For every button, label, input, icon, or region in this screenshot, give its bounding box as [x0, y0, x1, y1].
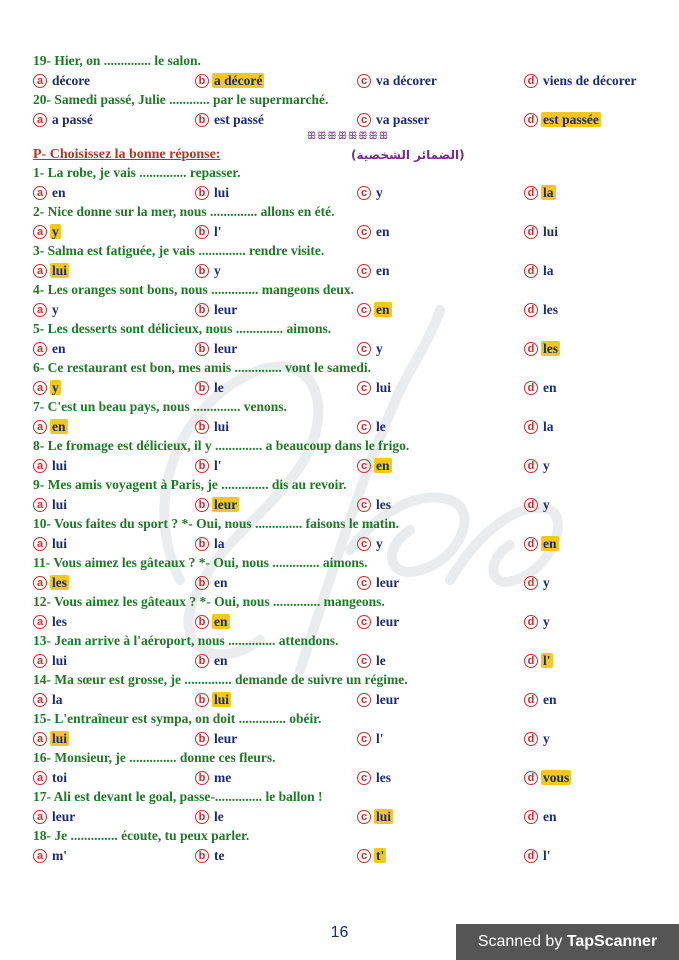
options-row [33, 339, 663, 359]
option-a [33, 340, 68, 358]
option-letter-circle: c [357, 420, 371, 434]
question-text: 1- La robe, je vais .............. repasser. [33, 165, 241, 180]
option-a [33, 808, 77, 826]
option-letter-circle: d [524, 537, 538, 551]
option-c [357, 223, 392, 241]
option-letter-circle: a [33, 498, 47, 512]
option-text: y [543, 497, 550, 513]
option-letter-circle: a [33, 732, 47, 746]
option-a [33, 111, 95, 129]
option-letter-circle: d [524, 576, 538, 590]
option-letter-circle: c [357, 381, 371, 395]
highlighted-answer: est passée [543, 112, 599, 128]
options-row [33, 378, 663, 398]
highlighted-answer: en [376, 458, 390, 474]
option-c [357, 72, 439, 90]
option-b [195, 691, 231, 709]
option-text: te [214, 848, 225, 864]
option-letter-circle: d [524, 225, 538, 239]
option-text: le [214, 809, 224, 825]
option-c [357, 111, 432, 129]
option-text: la [543, 263, 554, 279]
option-text: me [214, 770, 232, 786]
option-b [195, 613, 230, 631]
section-arabic-subtitle: (الضمائر الشخصية) [351, 148, 465, 162]
option-letter-circle: b [195, 849, 209, 863]
option-text: a passé [52, 112, 93, 128]
options-row [33, 690, 663, 710]
option-letter-circle: b [195, 810, 209, 824]
option-c [357, 379, 393, 397]
option-text: va décorer [376, 73, 437, 89]
option-d [524, 730, 552, 748]
option-text: y [543, 458, 550, 474]
option-letter-circle: d [524, 264, 538, 278]
highlighted-answer: en [214, 614, 228, 630]
option-letter-circle: d [524, 459, 538, 473]
option-b [195, 457, 224, 475]
highlighted-answer: en [543, 536, 557, 552]
option-c [357, 808, 393, 826]
option-letter-circle: c [357, 74, 371, 88]
option-text: y [52, 302, 59, 318]
option-text: lui [214, 419, 230, 435]
option-text: y [214, 263, 221, 279]
option-a [33, 730, 69, 748]
highlighted-answer: t' [376, 848, 385, 864]
option-c [357, 301, 392, 319]
option-letter-circle: d [524, 303, 538, 317]
option-letter-circle: c [357, 732, 371, 746]
options-row [33, 612, 663, 632]
question-text: 16- Monsieur, je .............. donne ces fleurs. [33, 750, 276, 765]
option-d [524, 262, 556, 280]
options-row [33, 300, 663, 320]
option-a [33, 223, 61, 241]
option-c [357, 535, 385, 553]
option-text: leur [214, 731, 238, 747]
option-c [357, 496, 393, 514]
option-b [195, 379, 226, 397]
options-row [33, 729, 663, 749]
option-letter-circle: d [524, 693, 538, 707]
option-a [33, 72, 92, 90]
option-letter-circle: c [357, 225, 371, 239]
option-text: en [543, 380, 557, 396]
option-letter-circle: c [357, 537, 371, 551]
option-letter-circle: c [357, 810, 371, 824]
option-letter-circle: a [33, 342, 47, 356]
options-row [33, 71, 663, 91]
option-a [33, 691, 65, 709]
option-letter-circle: c [357, 186, 371, 200]
option-a [33, 184, 68, 202]
options-row [33, 807, 663, 827]
option-text: est passé [214, 112, 264, 128]
option-letter-circle: b [195, 74, 209, 88]
option-b [195, 808, 226, 826]
highlighted-answer: les [543, 341, 558, 357]
question-text: 12- Vous aimez les gâteaux ? *- Oui, nous .............. mangeons. [33, 594, 385, 609]
option-letter-circle: b [195, 303, 209, 317]
option-letter-circle: b [195, 498, 209, 512]
option-text: le [376, 419, 386, 435]
option-letter-circle: d [524, 113, 538, 127]
option-d [524, 691, 559, 709]
scanner-badge [456, 924, 679, 960]
option-text: lui [376, 380, 392, 396]
option-letter-circle: d [524, 810, 538, 824]
option-text: décore [52, 73, 90, 89]
options-row [33, 183, 663, 203]
option-letter-circle: a [33, 459, 47, 473]
question-text: 6- Ce restaurant est bon, mes amis .............. vont le samedi. [33, 360, 371, 375]
option-letter-circle: d [524, 732, 538, 746]
option-a [33, 574, 69, 592]
option-text: y [543, 575, 550, 591]
option-letter-circle: b [195, 420, 209, 434]
question-text: 8- Le fromage est délicieux, il y .............. a beaucoup dans le frigo. [33, 438, 410, 453]
section-separator [33, 128, 663, 145]
option-text: lui [214, 185, 230, 201]
option-letter-circle: d [524, 771, 538, 785]
option-d [524, 72, 638, 90]
highlighted-answer: vous [543, 770, 570, 786]
option-letter-circle: b [195, 113, 209, 127]
highlighted-answer: lui [376, 809, 392, 825]
option-d [524, 613, 552, 631]
option-letter-circle: c [357, 459, 371, 473]
option-letter-circle: a [33, 186, 47, 200]
option-c [357, 691, 401, 709]
option-text: leur [214, 341, 238, 357]
option-letter-circle: a [33, 420, 47, 434]
option-b [195, 535, 227, 553]
option-letter-circle: d [524, 186, 538, 200]
option-text: y [376, 536, 383, 552]
highlighted-answer: la [543, 185, 554, 201]
option-letter-circle: a [33, 615, 47, 629]
option-a [33, 301, 61, 319]
option-c [357, 613, 401, 631]
scanner-brand: TapScanner [566, 933, 658, 950]
option-a [33, 418, 68, 436]
option-letter-circle: d [524, 615, 538, 629]
option-letter-circle: b [195, 264, 209, 278]
option-a [33, 262, 69, 280]
option-text: les [376, 497, 391, 513]
option-letter-circle: c [357, 771, 371, 785]
option-text: l' [214, 458, 222, 474]
option-d [524, 418, 556, 436]
option-text: y [376, 341, 383, 357]
option-text: leur [214, 302, 238, 318]
option-d [524, 301, 560, 319]
question-text: 15- L'entraîneur est sympa, on doit .............. obéir. [33, 711, 322, 726]
option-letter-circle: c [357, 576, 371, 590]
options-row [33, 261, 663, 281]
option-b [195, 72, 264, 90]
option-letter-circle: a [33, 810, 47, 824]
highlighted-answer: lui [52, 731, 68, 747]
option-letter-circle: c [357, 654, 371, 668]
option-text: leur [376, 575, 400, 591]
option-b [195, 769, 233, 787]
option-a [33, 457, 69, 475]
question-text: 7- C'est un beau pays, nous .............. venons. [33, 399, 287, 414]
option-letter-circle: c [357, 615, 371, 629]
option-c [357, 184, 385, 202]
option-letter-circle: a [33, 537, 47, 551]
option-text: en [376, 224, 390, 240]
option-d [524, 808, 559, 826]
option-b [195, 847, 227, 865]
option-b [195, 223, 224, 241]
option-a [33, 613, 69, 631]
option-text: les [543, 302, 558, 318]
decorative-separator: ꕥꕥꕥꕥꕥꕥꕥꕥ [306, 131, 390, 142]
option-a [33, 379, 61, 397]
option-text: leur [376, 614, 400, 630]
option-letter-circle: b [195, 186, 209, 200]
option-letter-circle: a [33, 113, 47, 127]
section-title: P- Choisissez la bonne réponse: [33, 147, 221, 162]
option-text: les [52, 614, 67, 630]
options-row [33, 846, 663, 866]
option-letter-circle: d [524, 342, 538, 356]
option-letter-circle: a [33, 771, 47, 785]
option-letter-circle: d [524, 498, 538, 512]
option-letter-circle: a [33, 225, 47, 239]
option-text: m' [52, 848, 67, 864]
option-a [33, 769, 69, 787]
option-letter-circle: c [357, 693, 371, 707]
options-row [33, 222, 663, 242]
option-b [195, 652, 230, 670]
highlighted-answer: lui [214, 692, 230, 708]
option-d [524, 652, 553, 670]
option-c [357, 769, 393, 787]
option-d [524, 457, 552, 475]
option-letter-circle: d [524, 381, 538, 395]
option-letter-circle: a [33, 74, 47, 88]
option-a [33, 847, 69, 865]
option-letter-circle: a [33, 693, 47, 707]
option-text: lui [52, 653, 68, 669]
question-text: 13- Jean arrive à l'aéroport, nous .............. attendons. [33, 633, 339, 648]
option-a [33, 496, 69, 514]
option-d [524, 496, 552, 514]
option-d [524, 535, 559, 553]
question-text: 18- Je .............. écoute, tu peux parler. [33, 828, 250, 843]
option-d [524, 379, 559, 397]
option-d [524, 223, 560, 241]
option-letter-circle: c [357, 498, 371, 512]
question-text: 17- Ali est devant le goal, passe-.............. le ballon ! [33, 789, 323, 804]
option-d [524, 847, 553, 865]
highlighted-answer: lui [52, 263, 68, 279]
option-text: en [214, 653, 228, 669]
option-c [357, 847, 386, 865]
options-row [33, 573, 663, 593]
highlighted-answer: y [52, 224, 59, 240]
option-letter-circle: b [195, 381, 209, 395]
highlighted-answer: a décoré [214, 73, 263, 89]
option-text: leur [376, 692, 400, 708]
option-text: la [52, 692, 63, 708]
option-letter-circle: b [195, 576, 209, 590]
option-letter-circle: b [195, 693, 209, 707]
option-text: les [376, 770, 391, 786]
option-b [195, 111, 266, 129]
question-list [33, 163, 663, 865]
option-d [524, 769, 571, 787]
option-c [357, 730, 386, 748]
question-text: 4- Les oranges sont bons, nous .............. mangeons deux. [33, 282, 355, 297]
options-row [33, 495, 663, 515]
options-row [33, 456, 663, 476]
option-text: en [376, 263, 390, 279]
option-letter-circle: a [33, 849, 47, 863]
option-letter-circle: b [195, 459, 209, 473]
option-b [195, 496, 239, 514]
option-letter-circle: a [33, 381, 47, 395]
question-text: 3- Salma est fatiguée, je vais .............. rendre visite. [33, 243, 325, 258]
question-text: 11- Vous aimez les gâteaux ? *- Oui, nous .............. aimons. [33, 555, 368, 570]
option-text: l' [376, 731, 384, 747]
option-text: l' [543, 848, 551, 864]
option-c [357, 457, 392, 475]
option-letter-circle: b [195, 615, 209, 629]
question-text: 5- Les desserts sont délicieux, nous .............. aimons. [33, 321, 332, 336]
option-letter-circle: b [195, 654, 209, 668]
option-d [524, 574, 552, 592]
option-b [195, 184, 231, 202]
option-text: le [214, 380, 224, 396]
option-text: lui [543, 224, 559, 240]
highlighted-answer: en [52, 419, 66, 435]
highlighted-answer: en [376, 302, 390, 318]
option-text: y [376, 185, 383, 201]
option-letter-circle: c [357, 342, 371, 356]
option-d [524, 184, 556, 202]
question-text: 20- Samedi passé, Julie ............ par le supermarché. [33, 92, 329, 107]
option-text: la [543, 419, 554, 435]
option-text: en [214, 575, 228, 591]
option-text: lui [52, 497, 68, 513]
option-text: l' [214, 224, 222, 240]
option-letter-circle: b [195, 771, 209, 785]
option-b [195, 574, 230, 592]
option-text: lui [52, 458, 68, 474]
option-letter-circle: c [357, 113, 371, 127]
option-letter-circle: d [524, 654, 538, 668]
option-text: en [543, 809, 557, 825]
option-letter-circle: b [195, 342, 209, 356]
question-text: 14- Ma sœur est grosse, je .............. demande de suivre un régime. [33, 672, 408, 687]
option-b [195, 262, 223, 280]
option-a [33, 652, 69, 670]
option-b [195, 340, 239, 358]
options-row [33, 417, 663, 437]
option-c [357, 574, 401, 592]
option-letter-circle: b [195, 225, 209, 239]
option-text: viens de décorer [543, 73, 637, 89]
options-row [33, 110, 663, 130]
option-letter-circle: b [195, 537, 209, 551]
highlighted-answer: l' [543, 653, 551, 669]
option-c [357, 652, 388, 670]
option-a [33, 535, 69, 553]
option-b [195, 730, 239, 748]
option-letter-circle: d [524, 849, 538, 863]
question-text: 9- Mes amis voyagent à Paris, je .............. dis au revoir. [33, 477, 347, 492]
option-letter-circle: a [33, 654, 47, 668]
option-letter-circle: a [33, 576, 47, 590]
option-text: y [543, 614, 550, 630]
option-text: en [52, 185, 66, 201]
options-row [33, 651, 663, 671]
option-text: lui [52, 536, 68, 552]
option-text: toi [52, 770, 67, 786]
option-letter-circle: a [33, 303, 47, 317]
question-text: 19- Hier, on .............. le salon. [33, 53, 201, 68]
highlighted-answer: leur [214, 497, 238, 513]
option-c [357, 340, 385, 358]
option-letter-circle: d [524, 74, 538, 88]
scanner-prefix: Scanned by [477, 933, 567, 950]
option-text: va passer [376, 112, 430, 128]
option-letter-circle: c [357, 303, 371, 317]
question-text: 10- Vous faites du sport ? *- Oui, nous .............. faisons le matin. [33, 516, 400, 531]
highlighted-answer: y [52, 380, 59, 396]
option-text: y [543, 731, 550, 747]
previous-questions [33, 51, 663, 129]
option-letter-circle: a [33, 264, 47, 278]
option-letter-circle: c [357, 849, 371, 863]
option-text: la [214, 536, 225, 552]
highlighted-answer: les [52, 575, 67, 591]
option-c [357, 418, 388, 436]
page-number: 16 [330, 924, 349, 941]
option-d [524, 111, 601, 129]
option-text: le [376, 653, 386, 669]
option-text: en [543, 692, 557, 708]
option-text: leur [52, 809, 76, 825]
question-text: 2- Nice donne sur la mer, nous .............. allons en été. [33, 204, 335, 219]
option-letter-circle: c [357, 264, 371, 278]
option-text: en [52, 341, 66, 357]
option-d [524, 340, 560, 358]
option-letter-circle: b [195, 732, 209, 746]
option-b [195, 301, 239, 319]
options-row [33, 534, 663, 554]
option-b [195, 418, 231, 436]
option-letter-circle: d [524, 420, 538, 434]
option-c [357, 262, 392, 280]
options-row [33, 768, 663, 788]
